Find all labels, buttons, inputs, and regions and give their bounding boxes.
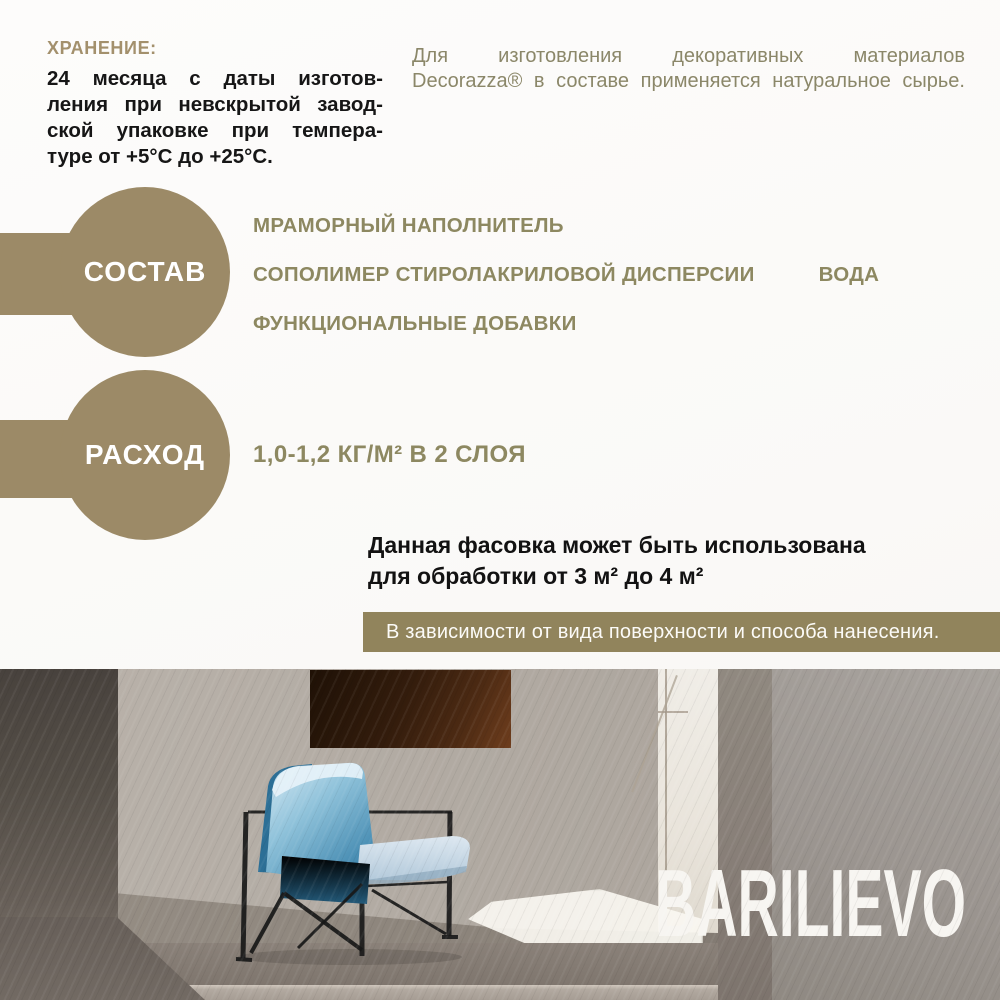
intro-line: Для изготовления декоративных материалов: [412, 45, 965, 67]
coverage-text: [368, 530, 866, 592]
storage-title: ХРАНЕНИЕ:: [47, 38, 157, 58]
product-name: BARILIEVO: [655, 849, 967, 957]
storage-text: [47, 66, 383, 170]
composition-item: МРАМОРНЫЙ НАПОЛНИТЕЛЬ: [253, 214, 564, 237]
armchair: [225, 755, 480, 970]
storage-line: ления при невскрытой завод-: [47, 93, 383, 116]
storage-line: ской упаковке при темпера-: [47, 119, 383, 142]
storage-section: [47, 38, 387, 170]
step-tread: [118, 985, 718, 1000]
composition-badge: [60, 187, 230, 357]
coverage-line: для обработки от 3 м² до 4 м²: [368, 563, 704, 589]
storage-line: туре от +5°С до +25°С.: [47, 145, 273, 168]
consumption-label: РАСХОД: [84, 439, 206, 470]
composition-label: СОСТАВ: [83, 256, 207, 287]
note-text: В зависимости от вида поверхности и способа нанесения.: [386, 620, 940, 643]
composition-item: ВОДА: [818, 263, 880, 286]
intro-text: [412, 44, 965, 94]
note-banner: [363, 612, 1000, 652]
intro-line: Decorazza® в составе применяется натуральное сырье.: [412, 70, 965, 92]
room-photo: [0, 669, 1000, 1000]
composition-list: [253, 214, 933, 361]
consumption-badge: [60, 370, 230, 540]
composition-item: ФУНКЦИОНАЛЬНЫЕ ДОБАВКИ: [253, 312, 577, 335]
composition-item: СОПОЛИМЕР СТИРОЛАКРИЛОВОЙ ДИСПЕРСИИ ВОДА: [253, 263, 880, 286]
consumption-value: 1,0-1,2 КГ/М² В 2 СЛОЯ: [253, 441, 526, 468]
wall-artwork: [310, 670, 511, 748]
coverage-line: Данная фасовка может быть использована: [368, 532, 866, 558]
window-frame-line: [658, 711, 688, 713]
storage-line: 24 месяца с даты изготов-: [47, 67, 383, 90]
window-frame-line: [631, 675, 678, 792]
